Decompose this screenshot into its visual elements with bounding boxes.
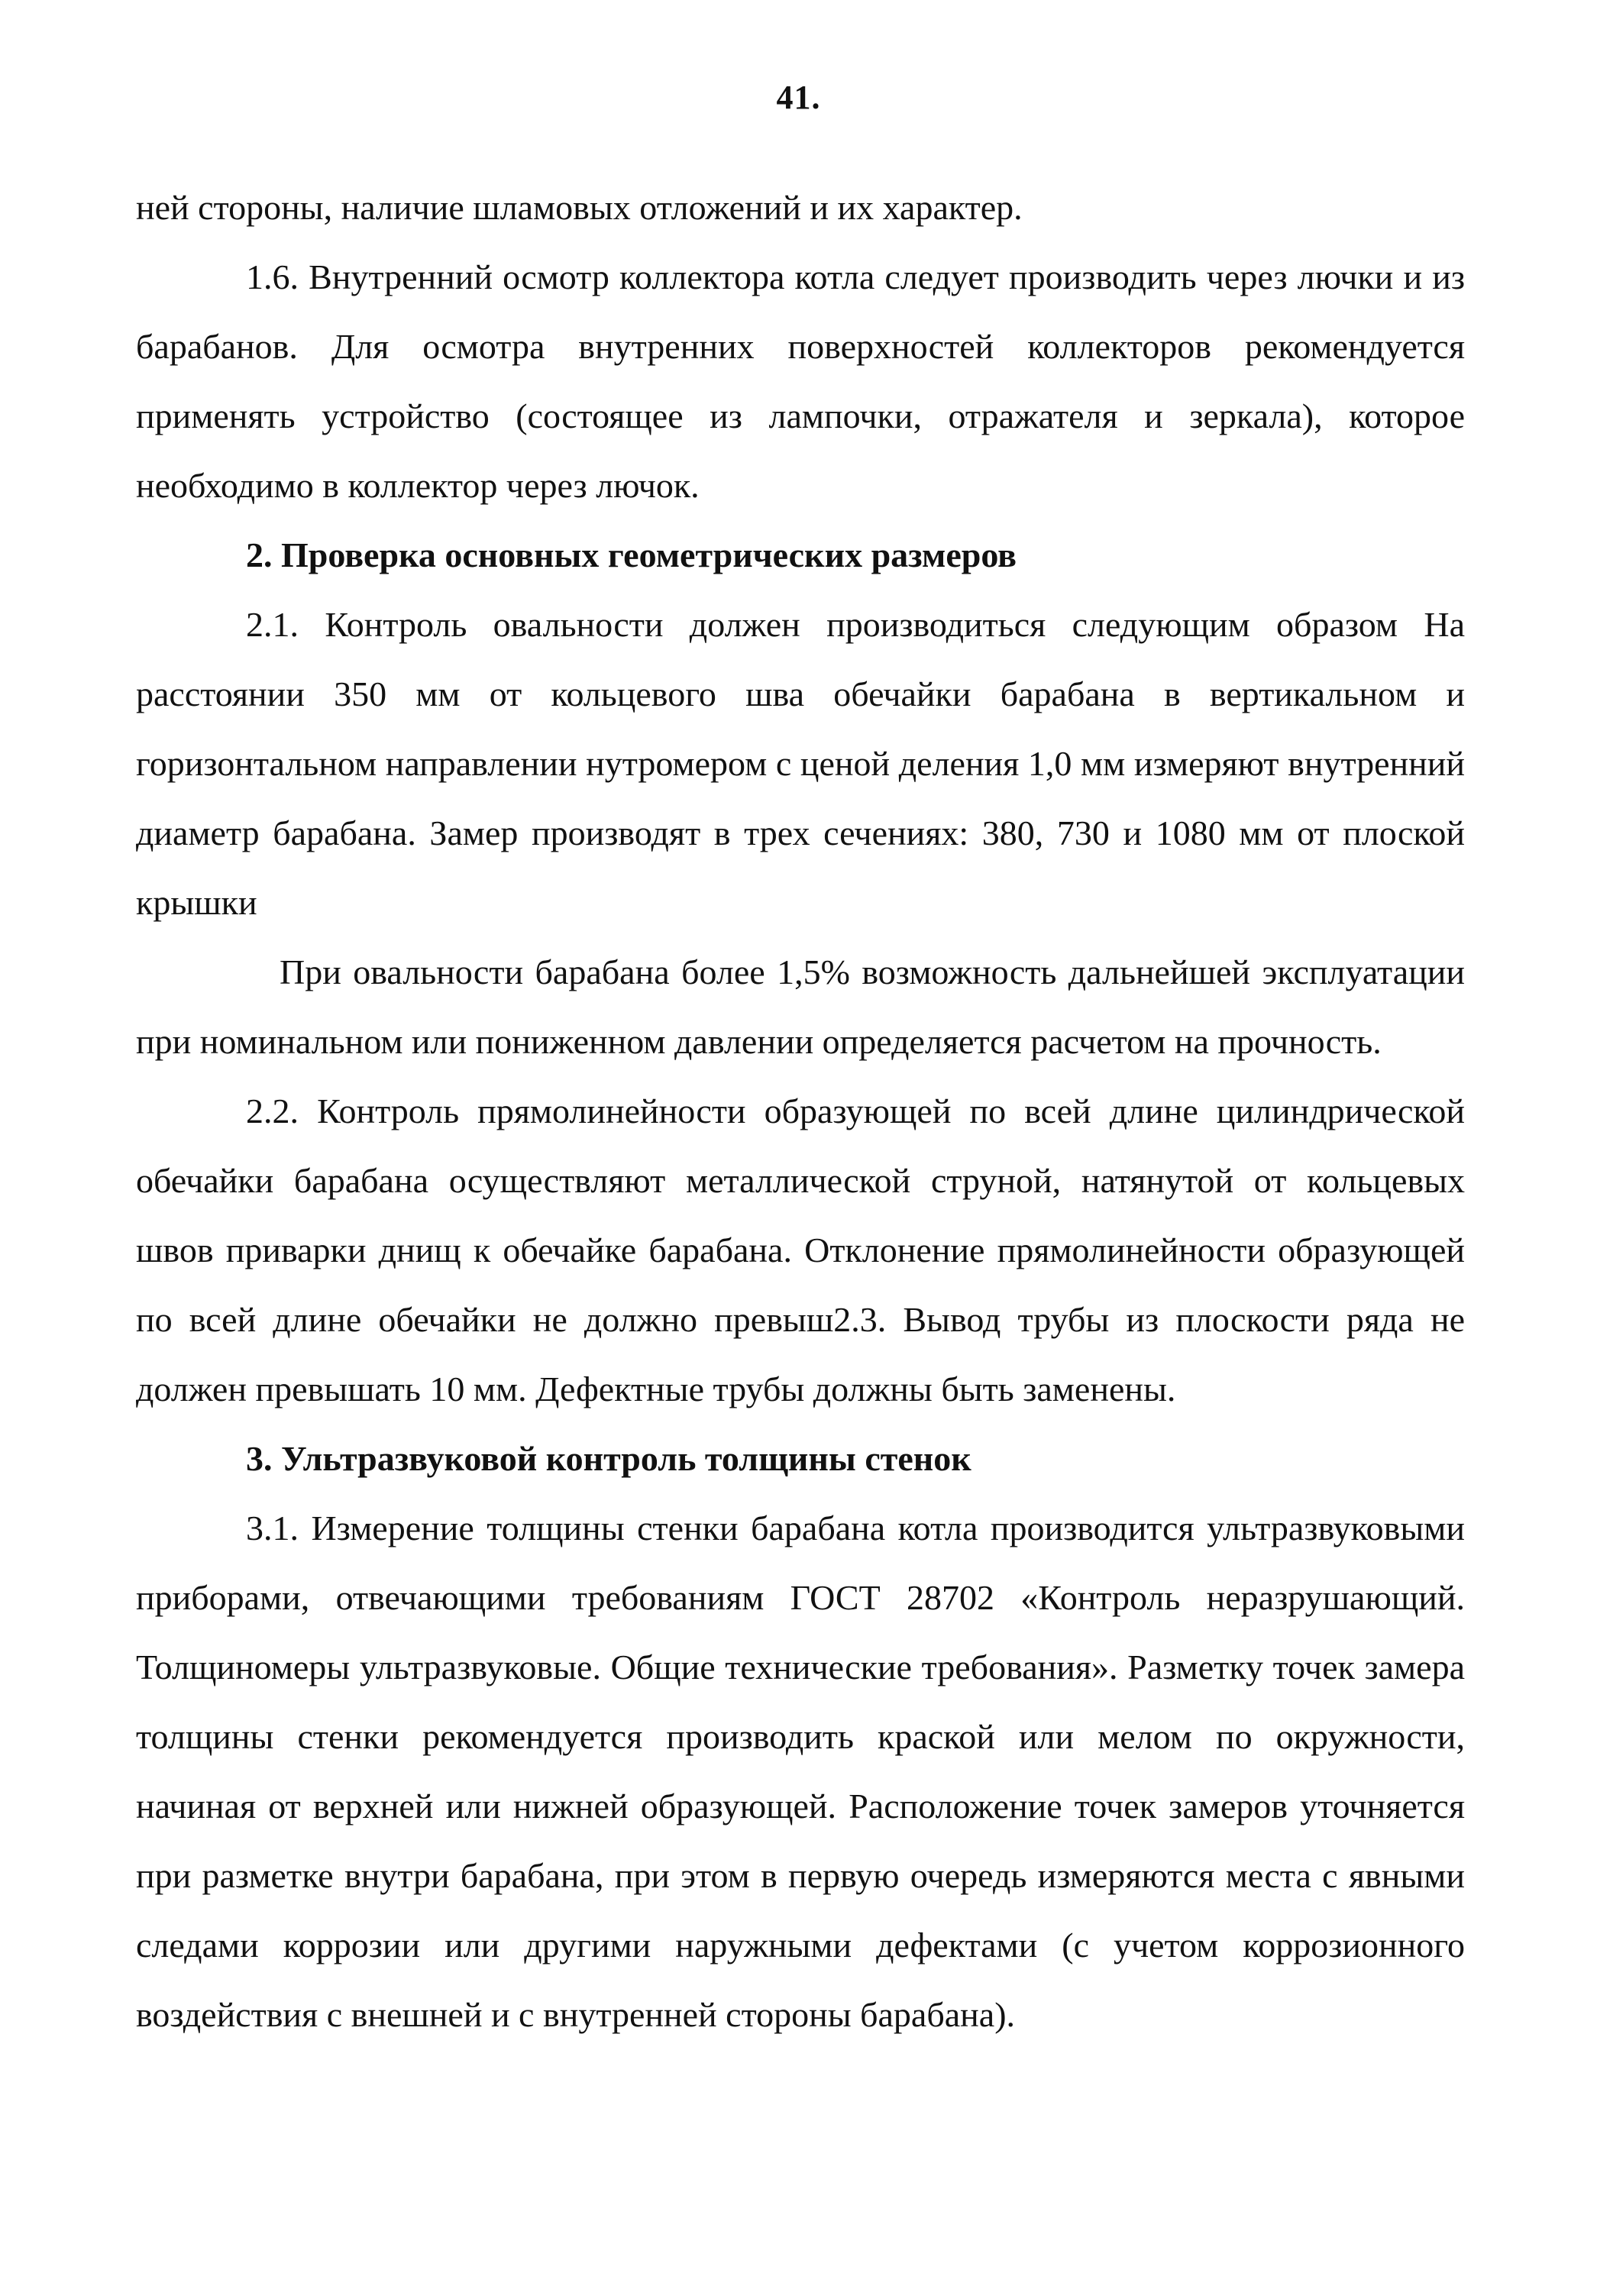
body-text — [136, 173, 1465, 2049]
section-heading-3: 3. Ультразвуковой контроль толщины стенок — [246, 1439, 971, 1478]
paragraph-1-6: 1.6. Внутренний осмотр коллектора котла следует производить через лючки и из барабанов. Для осмотра внутренних поверхностей коллекторов рекомендуется применять устройство (состоящее из лампочки, отражателя и зеркала), которое необходимо в коллектор через лючок. — [136, 257, 1465, 505]
page-number: 41. — [776, 79, 821, 116]
section-heading-2: 2. Проверка основных геометрических размеров — [246, 535, 1017, 574]
paragraph-2-1-ovality: При овальности барабана более 1,5% возможность дальнейшей эксплуатации при номинальном или пониженном давлении определяется расчетом на прочность. — [136, 952, 1465, 1061]
paragraph-3-1: 3.1. Измерение толщины стенки барабана котла производится ультразвуковыми приборами, отвечающими требованиям ГОСТ 28702 «Контроль неразрушающий. Толщиномеры ультразвуковые. Общие технические требования». Разметку точек замера толщины стенки рекомендуется производить краской или мелом по окружности, начиная от верхней или нижней образующей. Расположение точек замеров уточняется при разметке внутри барабана, при этом в первую очередь измеряются места с явными следами коррозии или другими наружными дефектами (с учетом коррозионного воздействия с внешней и с внутренней стороны барабана). — [136, 1509, 1465, 2034]
paragraph-continuation: ней стороны, наличие шламовых отложений и их характер. — [136, 188, 1023, 227]
paragraph-2-2: 2.2. Контроль прямолинейности образующей по всей длине цилиндрической обечайки барабана осуществляют металлической струной, натянутой от кольцевых швов приварки днищ к обечайке барабана. Отклонение прямолинейности образующей по всей длине обечайки не должно превыш2.3. Вывод трубы из плоскости ряда не должен превышать 10 мм. Дефектные трубы должны быть заменены. — [136, 1091, 1465, 1408]
paragraph-2-1: 2.1. Контроль овальности должен производиться следующим образом На расстоянии 350 мм от кольцевого шва обечайки барабана в вертикальном и горизонтальном направлении нутромером с ценой деления 1,0 мм измеряют внутренний диаметр барабана. Замер производят в трех сечениях: 380, 730 и 1080 мм от плоской крышки — [136, 605, 1465, 922]
